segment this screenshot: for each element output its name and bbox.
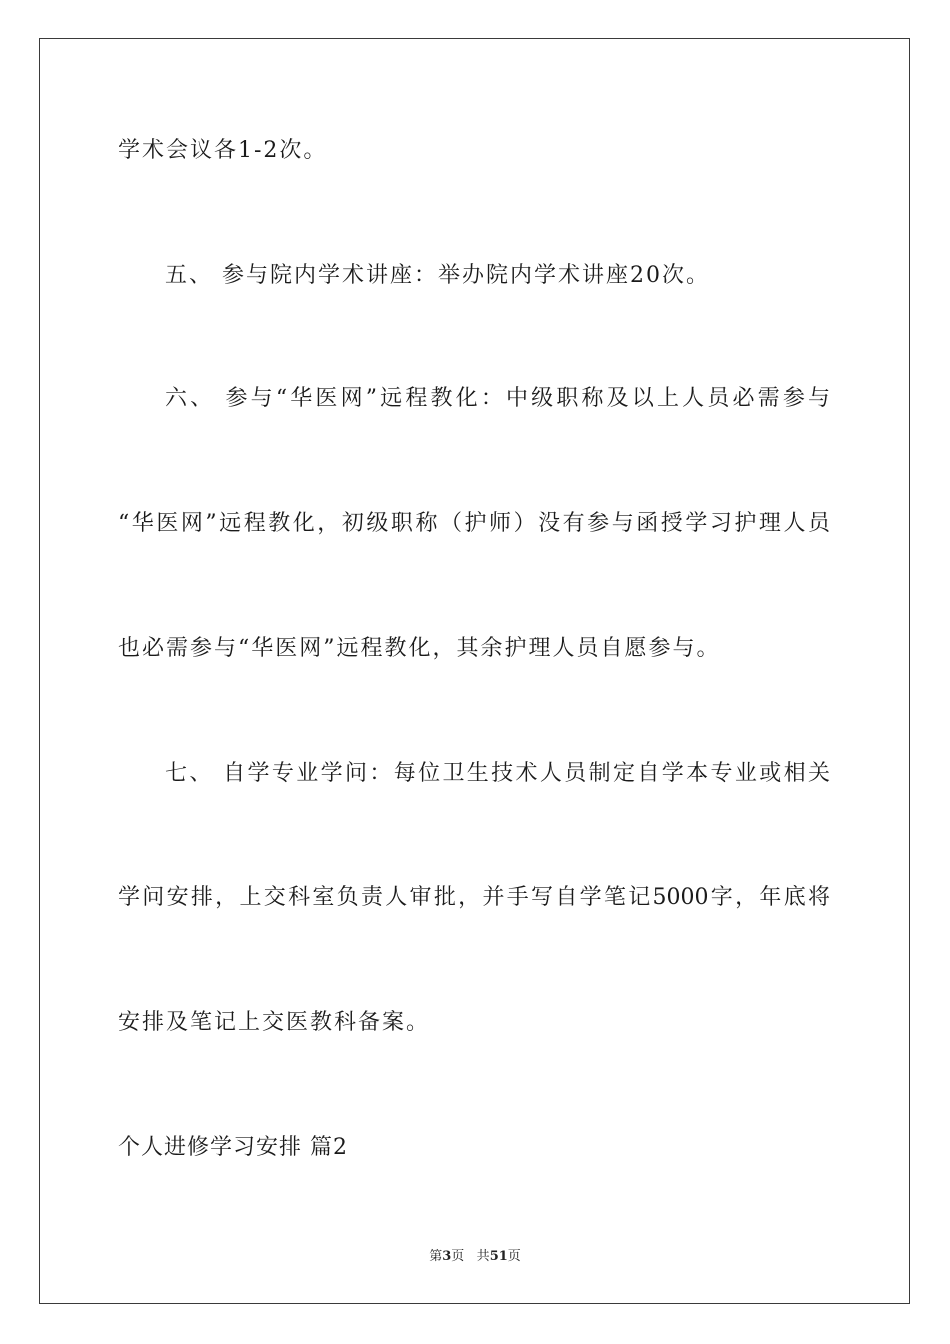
paragraph-line: 安排及笔记上交医教科备案。 — [118, 1010, 431, 1035]
footer-total-suffix: 页 — [507, 1249, 521, 1264]
footer-total-prefix: 共 — [476, 1249, 490, 1264]
footer-prefix: 第 — [429, 1249, 443, 1264]
page-border — [39, 38, 910, 1304]
total-pages-number: 51 — [489, 1249, 508, 1264]
paragraph-line: 也必需参与“华医网”远程教化，其余护理人员自愿参与。 — [118, 636, 721, 661]
section-heading: 个人进修学习安排 篇2 — [118, 1135, 348, 1160]
page-footer — [0, 1248, 950, 1266]
paragraph-line: “华医网”远程教化，初级职称（护师）没有参与函授学习护理人员 — [118, 511, 830, 536]
paragraph-line: 学术会议各1-2次。 — [118, 138, 328, 163]
paragraph-line: 学问安排，上交科室负责人审批，并手写自学笔记5000字，年底将 — [118, 885, 830, 910]
section-five-line: 五、 参与院内学术讲座：举办院内学术讲座20次。 — [165, 263, 710, 288]
footer-page-suffix: 页 — [451, 1249, 465, 1264]
current-page-number: 3 — [442, 1249, 452, 1264]
section-six-line: 六、 参与“华医网”远程教化：中级职称及以上人员必需参与 — [165, 386, 830, 411]
section-seven-line: 七、 自学专业学问：每位卫生技术人员制定自学本专业或相关 — [165, 761, 830, 786]
